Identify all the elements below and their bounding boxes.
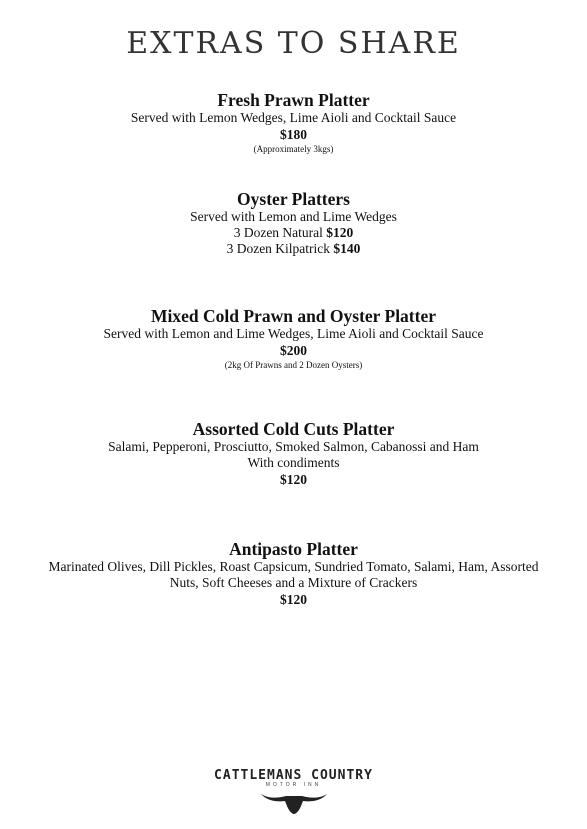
logo-tagline: MOTOR INN [265,782,322,788]
option-price: $140 [333,241,361,256]
option-price: $120 [326,225,354,240]
item-option [0,225,587,241]
bull-head-icon [259,789,329,815]
item-description: Served with Lemon and Lime Wedges [190,209,397,224]
brand-logo [0,768,587,815]
menu-item-assorted-cold-cuts-platter [0,419,587,488]
item-name: Fresh Prawn Platter [217,90,370,110]
menu-item-mixed-cold-prawn-oyster-platter [0,306,587,371]
item-name: Oyster Platters [237,189,350,209]
page-title: EXTRAS TO SHARE [126,26,461,61]
logo-name: CATTLEMANS COUNTRY [214,768,373,783]
option-label: 3 Dozen Kilpatrick [226,241,331,256]
item-price: $120 [280,592,307,607]
option-label: 3 Dozen Natural [233,225,323,240]
item-name: Antipasto Platter [229,539,358,559]
item-option [0,241,587,257]
item-price: $180 [280,127,307,142]
menu-item-oyster-platters [0,189,587,257]
item-description: Salami, Pepperoni, Prosciutto, Smoked Salmon, Cabanossi and Ham [108,439,479,454]
item-note: (2kg Of Prawns and 2 Dozen Oysters) [224,360,363,370]
item-name: Mixed Cold Prawn and Oyster Platter [151,306,436,326]
menu-item-antipasto-platter [0,539,587,608]
item-description: Served with Lemon Wedges, Lime Aioli and Cocktail Sauce [130,110,457,125]
item-description: Marinated Olives, Dill Pickles, Roast Capsicum, Sundried Tomato, Salami, Ham, Assorted Nuts, Soft Cheeses and a Mixture of Crackers [48,559,539,590]
item-description-extra: With condiments [247,455,340,470]
menu-item-fresh-prawn-platter [0,90,587,155]
item-note: (Approximately 3kgs) [253,144,334,154]
item-name: Assorted Cold Cuts Platter [192,419,395,439]
item-price: $200 [280,343,307,358]
item-description: Served with Lemon and Lime Wedges, Lime Aioli and Cocktail Sauce [103,326,484,341]
item-price: $120 [280,472,307,487]
